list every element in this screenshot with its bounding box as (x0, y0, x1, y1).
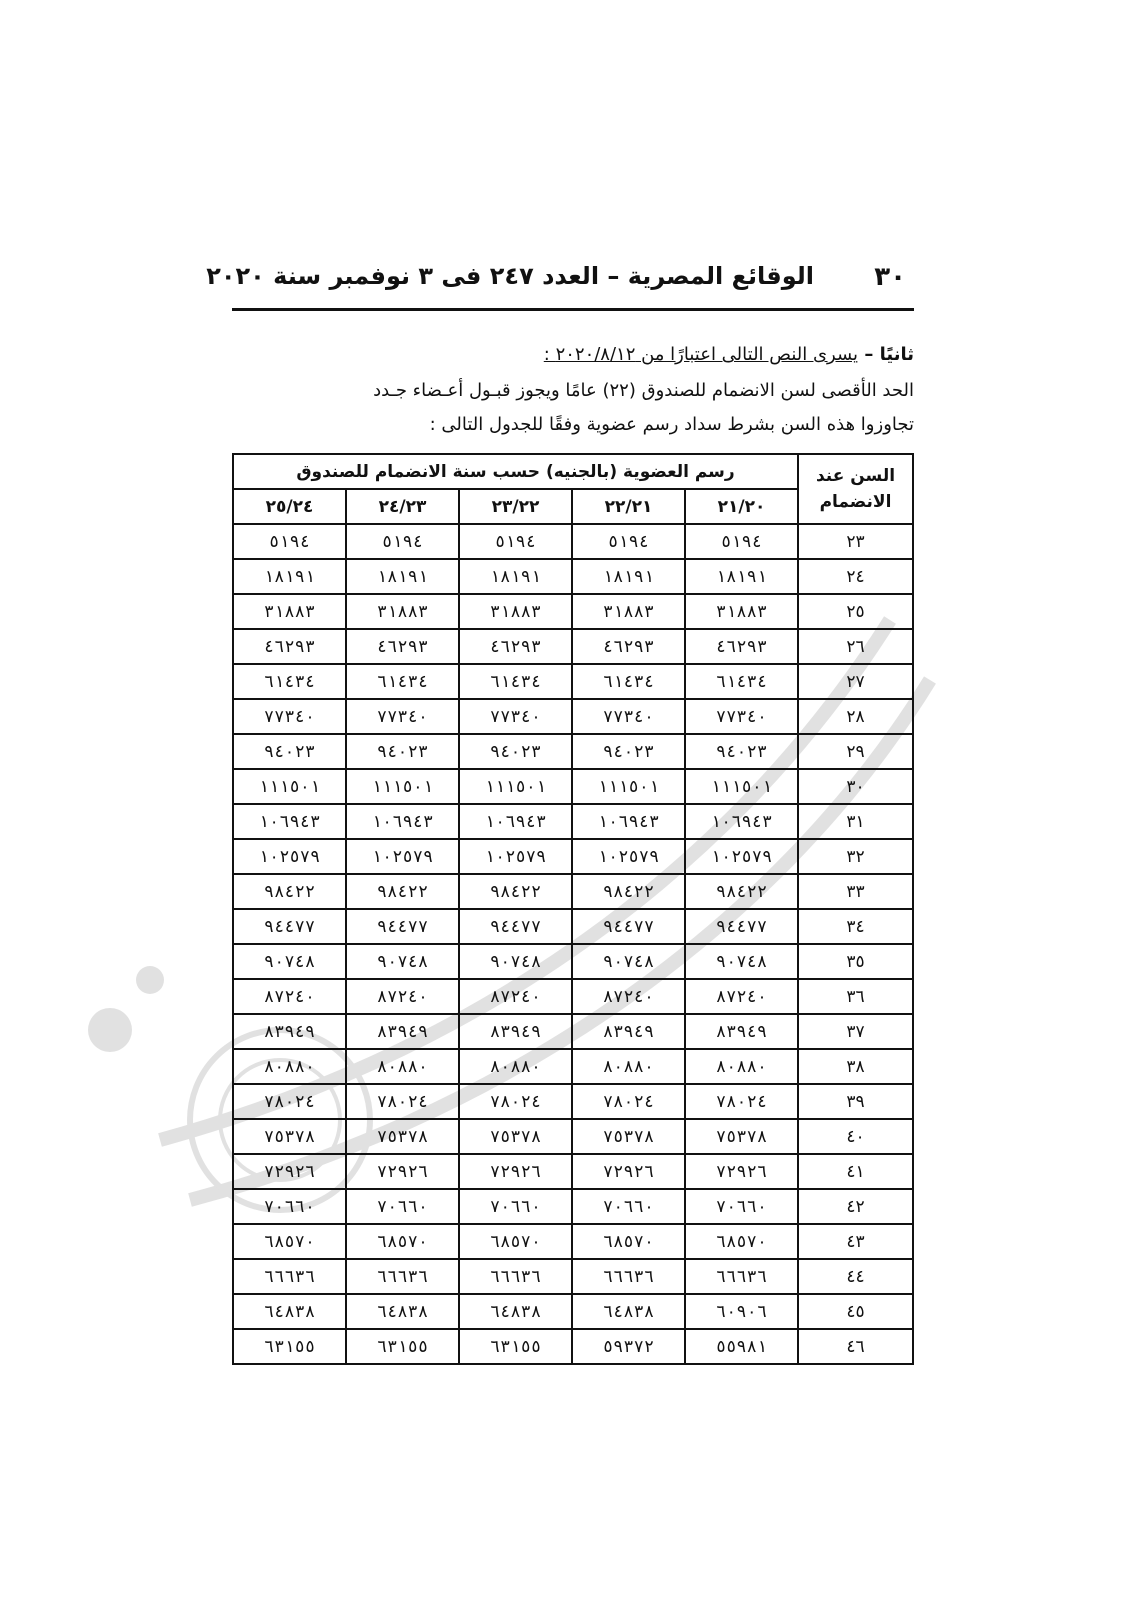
fee-cell: ٦٨٥٧٠ (459, 1224, 572, 1259)
fee-cell: ٧٧٣٤٠ (233, 699, 346, 734)
fee-cell: ٩٨٤٢٢ (346, 874, 459, 909)
fee-cell: ١٠٦٩٤٣ (685, 804, 798, 839)
fee-cell: ٦٦٦٣٦ (685, 1259, 798, 1294)
fee-cell: ٧٥٣٧٨ (459, 1119, 572, 1154)
fee-cell: ٧٢٩٢٦ (459, 1154, 572, 1189)
page-header (206, 262, 914, 311)
age-cell: ٢٥ (798, 594, 913, 629)
age-cell: ٣٩ (798, 1084, 913, 1119)
fee-cell: ١٠٦٩٤٣ (572, 804, 685, 839)
table-row (233, 1154, 913, 1189)
age-cell: ٤٢ (798, 1189, 913, 1224)
fee-cell: ٦٦٦٣٦ (233, 1259, 346, 1294)
table-row (233, 1119, 913, 1154)
fee-cell: ٥٥٩٨١ (685, 1329, 798, 1364)
fee-cell: ٤٦٢٩٣ (346, 629, 459, 664)
fee-cell: ٦٤٨٣٨ (346, 1294, 459, 1329)
fee-cell: ٦١٤٣٤ (459, 664, 572, 699)
age-cell: ٤٦ (798, 1329, 913, 1364)
fee-cell: ٥٩٣٧٢ (572, 1329, 685, 1364)
fee-cell: ٨٠٨٨٠ (459, 1049, 572, 1084)
table-row (233, 629, 913, 664)
year-column-header: ٢٥/٢٤ (233, 489, 346, 524)
paragraph-line-3: تجاوزوا هذه السن بشرط سداد رسم عضوية وفقًا للجدول التالى : (429, 414, 914, 435)
fee-cell: ١١١٥٠١ (233, 769, 346, 804)
age-cell: ٣٠ (798, 769, 913, 804)
fee-cell: ٥١٩٤ (459, 524, 572, 559)
paragraph-intro (232, 340, 914, 370)
age-cell: ٢٧ (798, 664, 913, 699)
fee-cell: ٨٠٨٨٠ (685, 1049, 798, 1084)
age-cell: ٤٤ (798, 1259, 913, 1294)
fee-cell: ٨٣٩٤٩ (346, 1014, 459, 1049)
age-cell: ٣٤ (798, 909, 913, 944)
paragraph-line-2: الحد الأقصى لسن الانضمام للصندوق (٢٢) عامًا ويجوز قبـول أعـضاء جـدد (373, 380, 914, 401)
fee-cell: ٧٠٦٦٠ (346, 1189, 459, 1224)
fee-cell: ١٠٦٩٤٣ (459, 804, 572, 839)
fee-cell: ٧٢٩٢٦ (685, 1154, 798, 1189)
fee-cell: ٦٦٦٣٦ (459, 1259, 572, 1294)
year-column-header: ٢٣/٢٢ (459, 489, 572, 524)
age-cell: ٢٩ (798, 734, 913, 769)
fee-cell: ٦٨٥٧٠ (233, 1224, 346, 1259)
fee-cell: ٦١٤٣٤ (233, 664, 346, 699)
age-cell: ٣١ (798, 804, 913, 839)
fee-cell: ٨٧٢٤٠ (685, 979, 798, 1014)
fee-cell: ٨٣٩٤٩ (685, 1014, 798, 1049)
fee-cell: ١١١٥٠١ (346, 769, 459, 804)
fee-cell: ٩٠٧٤٨ (233, 944, 346, 979)
fee-cell: ٩٤٠٢٣ (346, 734, 459, 769)
fee-cell: ٥١٩٤ (685, 524, 798, 559)
fee-cell: ٧٢٩٢٦ (346, 1154, 459, 1189)
fee-group-header: رسم العضوية (بالجنيه) حسب سنة الانضمام للصندوق (233, 454, 798, 489)
age-cell: ٢٣ (798, 524, 913, 559)
fee-cell: ٦٨٥٧٠ (346, 1224, 459, 1259)
age-cell: ٣٧ (798, 1014, 913, 1049)
fee-cell: ٧٢٩٢٦ (233, 1154, 346, 1189)
fee-cell: ٦٣١٥٥ (233, 1329, 346, 1364)
table-row (233, 909, 913, 944)
fee-cell: ١٨١٩١ (459, 559, 572, 594)
fee-cell: ٦٦٦٣٦ (572, 1259, 685, 1294)
fee-cell: ٩٤٠٢٣ (233, 734, 346, 769)
fee-cell: ٧٠٦٦٠ (685, 1189, 798, 1224)
fee-cell: ٨٧٢٤٠ (459, 979, 572, 1014)
table-row (233, 1014, 913, 1049)
fee-cell: ٦٣١٥٥ (459, 1329, 572, 1364)
fee-cell: ٣١٨٨٣ (459, 594, 572, 629)
fee-cell: ١٠٢٥٧٩ (572, 839, 685, 874)
fee-cell: ٩٤٤٧٧ (233, 909, 346, 944)
fee-cell: ٧٧٣٤٠ (572, 699, 685, 734)
fee-cell: ١٨١٩١ (346, 559, 459, 594)
section-label: ثانيًا – (864, 344, 914, 365)
table-row (233, 1084, 913, 1119)
fee-cell: ٣١٨٨٣ (685, 594, 798, 629)
year-column-header: ٢٢/٢١ (572, 489, 685, 524)
fee-cell: ٧٥٣٧٨ (685, 1119, 798, 1154)
fee-cell: ٦٨٥٧٠ (685, 1224, 798, 1259)
fee-cell: ٦٠٩٠٦ (685, 1294, 798, 1329)
table-row (233, 664, 913, 699)
fee-cell: ٣١٨٨٣ (233, 594, 346, 629)
page-number: ٣٠ (874, 262, 906, 292)
fee-cell: ٦٤٨٣٨ (459, 1294, 572, 1329)
table-row (233, 839, 913, 874)
age-cell: ٤١ (798, 1154, 913, 1189)
fee-cell: ٧٨٠٢٤ (459, 1084, 572, 1119)
fee-cell: ٧٨٠٢٤ (572, 1084, 685, 1119)
fee-cell: ٦٨٥٧٠ (572, 1224, 685, 1259)
age-cell: ٣٥ (798, 944, 913, 979)
table-row (233, 524, 913, 559)
fee-cell: ٨٣٩٤٩ (459, 1014, 572, 1049)
fee-cell: ٩٨٤٢٢ (459, 874, 572, 909)
fee-cell: ١٨١٩١ (572, 559, 685, 594)
fee-cell: ١٠٦٩٤٣ (346, 804, 459, 839)
fee-cell: ٦٦٦٣٦ (346, 1259, 459, 1294)
fee-cell: ٣١٨٨٣ (572, 594, 685, 629)
fee-cell: ٩٤٠٢٣ (459, 734, 572, 769)
fee-cell: ٧٠٦٦٠ (572, 1189, 685, 1224)
table-row (233, 1294, 913, 1329)
membership-fee-table (232, 453, 914, 1365)
table-row (233, 1189, 913, 1224)
table-row (233, 944, 913, 979)
fee-cell: ٧٧٣٤٠ (685, 699, 798, 734)
fee-cell: ٧٨٠٢٤ (346, 1084, 459, 1119)
fee-cell: ٨٠٨٨٠ (346, 1049, 459, 1084)
year-column-header: ٢١/٢٠ (685, 489, 798, 524)
fee-cell: ١٠٢٥٧٩ (233, 839, 346, 874)
fee-cell: ٤٦٢٩٣ (233, 629, 346, 664)
fee-cell: ٥١٩٤ (346, 524, 459, 559)
table-row (233, 1049, 913, 1084)
fee-cell: ٩٤٤٧٧ (685, 909, 798, 944)
year-column-header: ٢٤/٢٣ (346, 489, 459, 524)
fee-cell: ١٠٢٥٧٩ (346, 839, 459, 874)
fee-cell: ٦١٤٣٤ (685, 664, 798, 699)
fee-cell: ١٨١٩١ (685, 559, 798, 594)
fee-cell: ٧٥٣٧٨ (233, 1119, 346, 1154)
fee-cell: ٧٠٦٦٠ (233, 1189, 346, 1224)
fee-cell: ٣١٨٨٣ (346, 594, 459, 629)
table-row (233, 874, 913, 909)
table-row (233, 1224, 913, 1259)
age-cell: ٣٨ (798, 1049, 913, 1084)
table-row (233, 804, 913, 839)
fee-cell: ٩٤٤٧٧ (346, 909, 459, 944)
gazette-title: الوقائع المصرية – العدد ٢٤٧ فى ٣ نوفمبر سنة ٢٠٢٠ (206, 262, 814, 290)
fee-cell: ٨٧٢٤٠ (572, 979, 685, 1014)
fee-cell: ٩٨٤٢٢ (572, 874, 685, 909)
age-cell: ٣٢ (798, 839, 913, 874)
fee-cell: ٧٧٣٤٠ (346, 699, 459, 734)
fee-cell: ٤٦٢٩٣ (685, 629, 798, 664)
fee-cell: ٥١٩٤ (572, 524, 685, 559)
fee-cell: ٧٨٠٢٤ (685, 1084, 798, 1119)
fee-cell: ٩٨٤٢٢ (685, 874, 798, 909)
fee-cell: ٧٥٣٧٨ (346, 1119, 459, 1154)
age-cell: ٢٤ (798, 559, 913, 594)
fee-cell: ٤٦٢٩٣ (572, 629, 685, 664)
table-row (233, 559, 913, 594)
fee-cell: ٦١٤٣٤ (572, 664, 685, 699)
fee-cell: ١٠٢٥٧٩ (685, 839, 798, 874)
fee-cell: ٤٦٢٩٣ (459, 629, 572, 664)
table-row (233, 1259, 913, 1294)
table-row (233, 734, 913, 769)
fee-cell: ٦٣١٥٥ (346, 1329, 459, 1364)
age-cell: ٤٣ (798, 1224, 913, 1259)
fee-cell: ٩٨٤٢٢ (233, 874, 346, 909)
fee-cell: ٦٤٨٣٨ (572, 1294, 685, 1329)
fee-cell: ٩٠٧٤٨ (572, 944, 685, 979)
fee-cell: ٩٠٧٤٨ (346, 944, 459, 979)
fee-cell: ٥١٩٤ (233, 524, 346, 559)
table-row (233, 594, 913, 629)
fee-cell: ١١١٥٠١ (572, 769, 685, 804)
fee-cell: ٧٧٣٤٠ (459, 699, 572, 734)
age-cell: ٢٨ (798, 699, 913, 734)
table-row (233, 1329, 913, 1364)
fee-cell: ١٠٦٩٤٣ (233, 804, 346, 839)
fee-cell: ٨٣٩٤٩ (572, 1014, 685, 1049)
fee-cell: ٩٤٤٧٧ (572, 909, 685, 944)
fee-cell: ١١١٥٠١ (459, 769, 572, 804)
table-row (233, 769, 913, 804)
fee-cell: ٨٧٢٤٠ (233, 979, 346, 1014)
age-cell: ٤٠ (798, 1119, 913, 1154)
age-cell: ٢٦ (798, 629, 913, 664)
fee-cell: ١٨١٩١ (233, 559, 346, 594)
age-cell: ٣٦ (798, 979, 913, 1014)
fee-cell: ١٠٢٥٧٩ (459, 839, 572, 874)
fee-cell: ١١١٥٠١ (685, 769, 798, 804)
table-row (233, 979, 913, 1014)
fee-cell: ٨٧٢٤٠ (346, 979, 459, 1014)
fee-cell: ٧٠٦٦٠ (459, 1189, 572, 1224)
age-cell: ٣٣ (798, 874, 913, 909)
table-row (233, 699, 913, 734)
age-column-header: السن عند الانضمام (798, 454, 913, 524)
fee-cell: ٩٠٧٤٨ (459, 944, 572, 979)
fee-cell: ٦٤٨٣٨ (233, 1294, 346, 1329)
fee-cell: ٩٤٤٧٧ (459, 909, 572, 944)
fee-cell: ٨٠٨٨٠ (572, 1049, 685, 1084)
fee-cell: ٨٠٨٨٠ (233, 1049, 346, 1084)
fee-cell: ٦١٤٣٤ (346, 664, 459, 699)
fee-cell: ٩٠٧٤٨ (685, 944, 798, 979)
fee-cell: ٧٢٩٢٦ (572, 1154, 685, 1189)
age-cell: ٤٥ (798, 1294, 913, 1329)
fee-cell: ٨٣٩٤٩ (233, 1014, 346, 1049)
fee-cell: ٧٥٣٧٨ (572, 1119, 685, 1154)
fee-cell: ٩٤٠٢٣ (685, 734, 798, 769)
fee-cell: ٧٨٠٢٤ (233, 1084, 346, 1119)
fee-cell: ٩٤٠٢٣ (572, 734, 685, 769)
effective-date-text: يسرى النص التالى اعتبارًا من ٢٠٢٠/٨/١٢ : (543, 344, 859, 365)
